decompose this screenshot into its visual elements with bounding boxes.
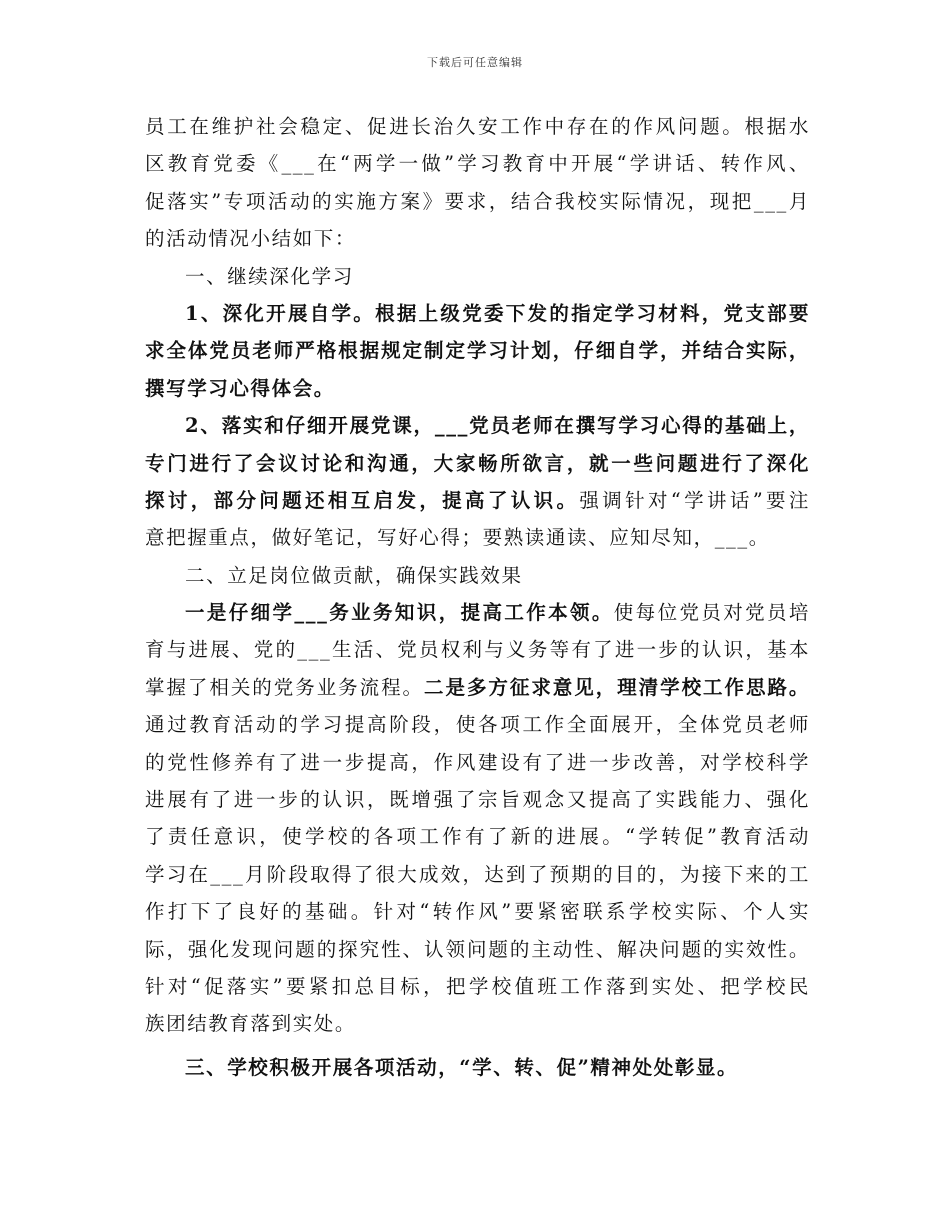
paragraph-line: 的活动情况小结如下： xyxy=(145,227,357,251)
section-heading-2: 二、立足岗位做贡献，确保实践效果 xyxy=(185,563,523,587)
paragraph-line: 专门进行了会议讨论和沟通，大家畅所欲言，就一些问题进行了深化 xyxy=(145,451,810,475)
paragraph-line: 意把握重点，做好笔记，写好心得；要熟读通读、应知尽知，___。 xyxy=(145,526,770,550)
paragraph-line: 学习在___月阶段取得了很大成效，达到了预期的目的，为接下来的工 xyxy=(145,862,810,886)
section-heading-1: 一、继续深化学习 xyxy=(185,264,354,288)
paragraph-line: 了责任意识，使学校的各项工作有了新的进展。“学转促”教育活动 xyxy=(145,825,810,849)
paragraph-line: 的党性修养有了进一步提高，作风建设有了进一步改善，对学校科学 xyxy=(145,750,810,774)
bold-text: 探讨，部分问题还相互启发，提高了认识。 xyxy=(145,488,580,512)
paragraph-line: 求全体党员老师严格根据规定制定学习计划，仔细自学，并结合实际， xyxy=(145,339,810,363)
paragraph-line xyxy=(145,482,810,519)
page-header: 下载后可任意编辑 xyxy=(427,56,523,69)
paragraph-line: 通过教育活动的学习提高阶段，使各项工作全面展开，全体党员老师 xyxy=(145,713,810,737)
paragraph-line: 作打下了良好的基础。针对“转作风”要紧密联系学校实际、个人实 xyxy=(145,900,810,924)
bold-text: 一是仔细学___务业务知识，提高工作本领。 xyxy=(185,601,614,625)
paragraph-line xyxy=(145,594,810,631)
normal-text: 使每位党员对党员培 xyxy=(613,601,810,625)
normal-text: 掌握了相关的党务业务流程。 xyxy=(145,675,425,699)
paragraph-line: 员工在维护社会稳定、促进长治久安工作中存在的作风问题。根据水 xyxy=(145,115,810,138)
paragraph-line: 2、落实和仔细开展党课，___党员老师在撰写学习心得的基础上， xyxy=(185,414,810,438)
section-heading-3: 三、学校积极开展各项活动，“学、转、促”精神处处彰显。 xyxy=(185,1055,739,1079)
paragraph-line: 际，强化发现问题的探究性、认领问题的主动性、解决问题的实效性。 xyxy=(145,937,810,961)
paragraph-line: 撰写学习心得体会。 xyxy=(145,376,335,400)
paragraph-line: 进展有了进一步的认识，既增强了宗旨观念又提高了实践能力、强化 xyxy=(145,788,810,812)
paragraph-line: 区教育党委《___在“两学一做”学习教育中开展“学讲话、转作风、 xyxy=(145,152,810,176)
paragraph-line: 1、深化开展自学。根据上级党委下发的指定学习材料，党支部要 xyxy=(185,301,810,325)
normal-text: 强调针对“学讲话”要注 xyxy=(579,488,811,512)
document-body xyxy=(145,108,810,1086)
paragraph-line xyxy=(145,669,810,706)
paragraph-line: 针对“促落实”要紧扣总目标，把学校值班工作落到实处、把学校民 xyxy=(145,974,810,998)
bold-text: 二是多方征求意见，理清学校工作思路。 xyxy=(424,675,810,699)
paragraph-line: 育与进展、党的___生活、党员权利与义务等有了进一步的认识，基本 xyxy=(145,638,810,662)
paragraph-line: 促落实”专项活动的实施方案》要求，结合我校实际情况，现把___月 xyxy=(145,189,810,213)
paragraph-line: 族团结教育落到实处。 xyxy=(145,1012,357,1036)
